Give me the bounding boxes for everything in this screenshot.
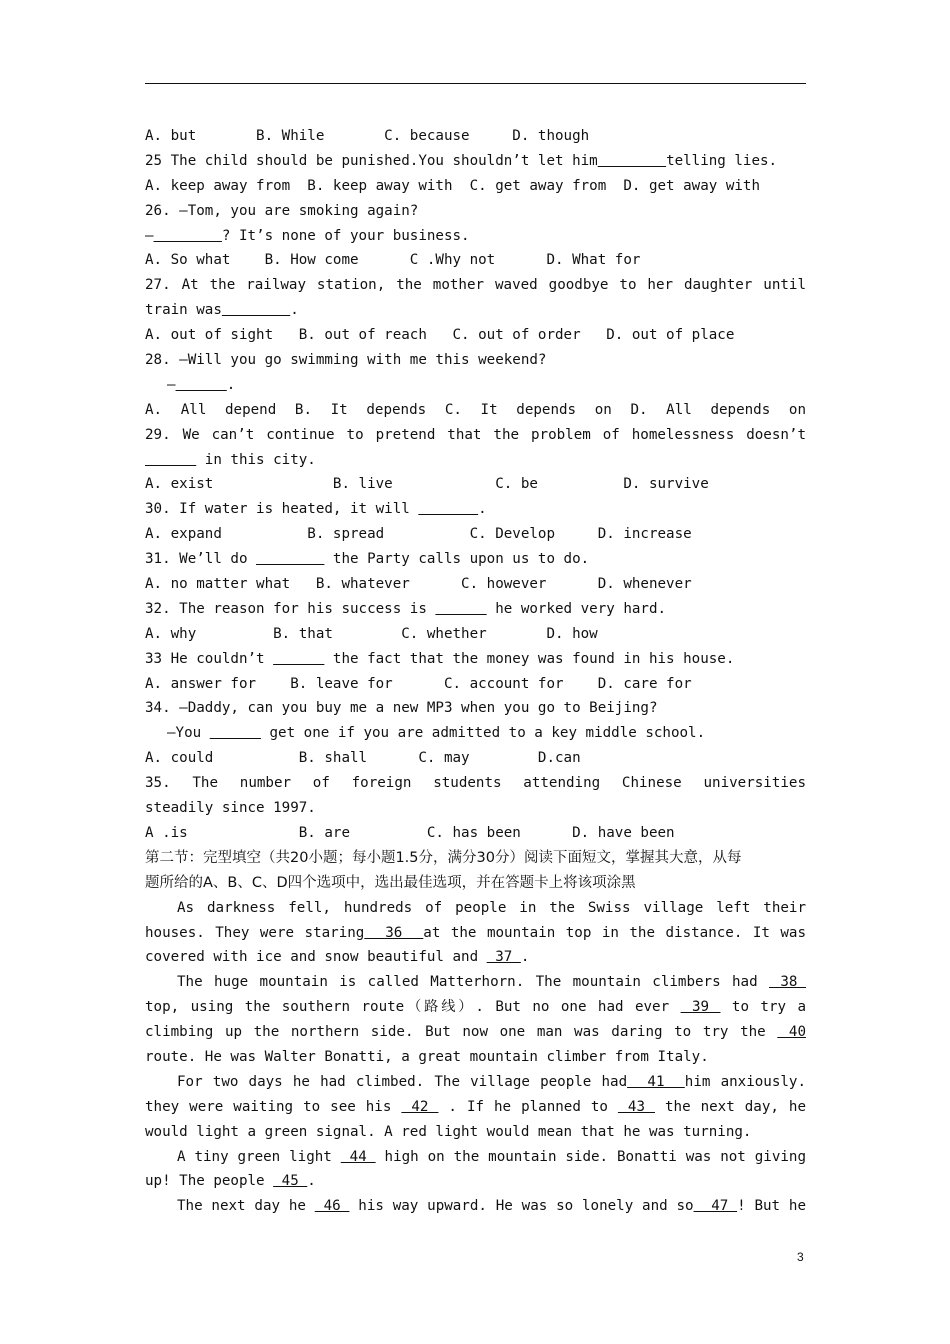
q30-stem: 30. If water is heated, it will . bbox=[145, 501, 487, 518]
q30-options: A. expand B. spread C. Develop D. increase bbox=[145, 526, 692, 543]
passage-p1-line1: As darkness fell, hundreds of people in the Swiss village left their bbox=[177, 899, 806, 916]
q33-options: A. answer for B. leave for C. account for D. care for bbox=[145, 675, 692, 692]
blank-43: 43 bbox=[617, 1098, 655, 1115]
blank-41: 41 bbox=[627, 1073, 685, 1090]
q28-options: A. All depend B. It depends C. It depends on D. All depends on bbox=[145, 401, 806, 418]
answer-blank bbox=[176, 377, 227, 393]
q27-options: A. out of sight B. out of reach C. out of order D. out of place bbox=[145, 327, 735, 344]
answer-blank bbox=[154, 228, 222, 244]
blank-38: 38 bbox=[769, 974, 806, 991]
q28-reply: — . bbox=[167, 376, 236, 393]
q26-reply: — ? It’s none of your business. bbox=[145, 227, 470, 244]
blank-44: 44 bbox=[340, 1148, 376, 1165]
q25-stem: 25 The child should be punished.You shouldn’t let him telling lies. bbox=[145, 152, 778, 169]
q29-stem-line2: in this city. bbox=[145, 448, 806, 473]
blank-45: 45 bbox=[273, 1173, 308, 1190]
blank-46: 46 bbox=[314, 1198, 350, 1215]
q29-options: A. exist B. live C. be D. survive bbox=[145, 476, 709, 493]
answer-blank bbox=[145, 452, 196, 468]
q27-stem-line1: 27. At the railway station, the mother waved goodbye to her daughter until bbox=[145, 277, 806, 294]
blank-36: 36 bbox=[364, 924, 424, 941]
q32-options: A. why B. that C. whether D. how bbox=[145, 625, 598, 642]
passage-p4-line2: up! The people 45 . bbox=[145, 1173, 316, 1190]
passage-p1-line2: houses. They were staring 36 at the mountain top in the distance. It was bbox=[145, 924, 806, 941]
q29-stem-line1: 29. We can’t continue to pretend that the problem of homelessness doesn’t bbox=[145, 426, 806, 443]
q34-options: A. could B. shall C. may D.can bbox=[145, 750, 581, 767]
q35-options: A .is B. are C. has been D. have been bbox=[145, 824, 675, 841]
q24-options: A. but B. While C. because D. though bbox=[145, 128, 590, 144]
q33-stem: 33 He couldn’t the fact that the money was found in his house. bbox=[145, 650, 735, 667]
page-number: 3 bbox=[797, 1250, 804, 1264]
section2-heading-line2: 题所给的A、B、C、D四个选项中，选出最佳选项，并在答题卡上将该项涂黑 bbox=[145, 874, 636, 891]
passage-p2-line2: top, using the southern route（路线）. But no one had ever 39 to try a bbox=[145, 999, 806, 1016]
passage-p3-line3: would light a green signal. A red light would mean that he was turning. bbox=[145, 1123, 752, 1140]
answer-blank bbox=[210, 725, 261, 741]
blank-47: 47 bbox=[693, 1198, 738, 1215]
q34-reply: —You get one if you are admitted to a key middle school. bbox=[167, 725, 706, 742]
q32-stem: 32. The reason for his success is he worked very hard. bbox=[145, 600, 667, 617]
passage-p3-line2: they were waiting to see his 42 . If he planned to 43 the next day, he bbox=[145, 1098, 806, 1115]
q31-options: A. no matter what B. whatever C. however D. whenever bbox=[145, 576, 692, 593]
passage-p2-line3: climbing up the northern side. But now one man was daring to try the 40 bbox=[145, 1024, 806, 1041]
q28-stem: 28. —Will you go swimming with me this weekend? bbox=[145, 352, 547, 369]
q25-options: A. keep away from B. keep away with C. get away from D. get away with bbox=[145, 177, 760, 194]
q35-stem-line1: 35. The number of foreign students attending Chinese universities bbox=[145, 775, 806, 792]
passage-p4-line1: A tiny green light 44 high on the mountain side. Bonatti was not giving bbox=[177, 1148, 806, 1165]
q27-stem-line2: train was . bbox=[145, 302, 299, 319]
answer-blank bbox=[418, 501, 478, 517]
exam-content bbox=[145, 124, 806, 1219]
blank-39: 39 bbox=[680, 999, 721, 1016]
header-rule bbox=[145, 83, 806, 84]
blank-40: 40 bbox=[777, 1024, 806, 1041]
q31-stem: 31. We’ll do the Party calls upon us to do. bbox=[145, 551, 590, 568]
answer-blank bbox=[598, 153, 666, 169]
passage-p2-line1: The huge mountain is called Matterhorn. The mountain climbers had 38 bbox=[177, 974, 806, 991]
q26-stem: 26. —Tom, you are smoking again? bbox=[145, 202, 419, 219]
blank-42: 42 bbox=[401, 1098, 439, 1115]
q26-options: A. So what B. How come C .Why not D. What for bbox=[145, 252, 641, 269]
answer-blank bbox=[273, 651, 324, 667]
answer-blank bbox=[435, 601, 486, 617]
passage-p2-line4: route. He was Walter Bonatti, a great mountain climber from Italy. bbox=[145, 1048, 709, 1065]
answer-blank bbox=[222, 302, 290, 318]
section2-heading-line1: 第二节：完型填空（共20小题；每小题1.5分，满分30分）阅读下面短文，掌握其大意，从每 bbox=[145, 849, 742, 866]
answer-blank bbox=[256, 551, 324, 567]
passage-p1-line3: covered with ice and snow beautiful and 37 . bbox=[145, 949, 530, 966]
q35-stem-line2: steadily since 1997. bbox=[145, 800, 316, 817]
q34-stem: 34. —Daddy, can you buy me a new MP3 when you go to Beijing? bbox=[145, 700, 658, 717]
passage-p3-line1: For two days he had climbed. The village people had 41 him anxiously. bbox=[177, 1073, 806, 1090]
blank-37: 37 bbox=[486, 949, 521, 966]
passage-p5-line1: The next day he 46 his way upward. He was so lonely and so 47 ! But he bbox=[177, 1198, 806, 1215]
